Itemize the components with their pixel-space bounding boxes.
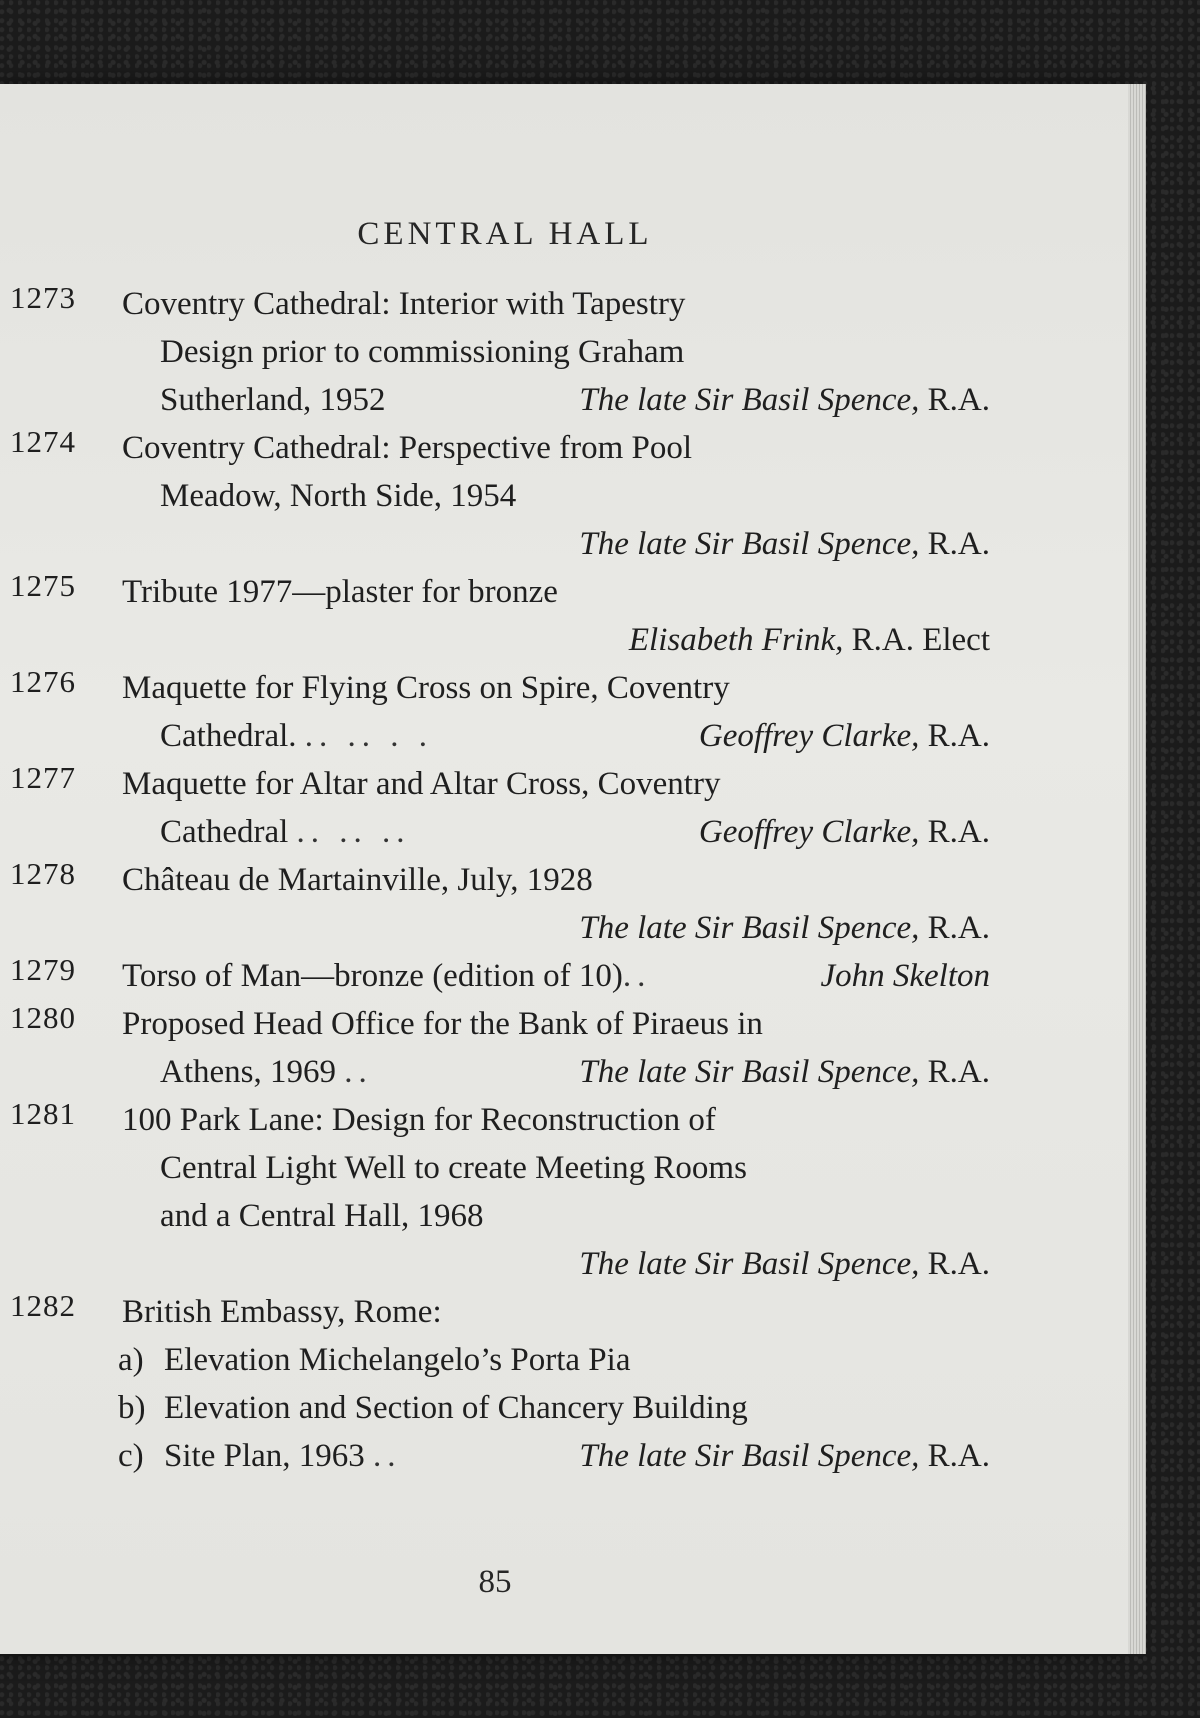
entry-artist — [699, 712, 990, 760]
entry-attribution-line — [0, 1048, 1000, 1096]
catalogue-entry — [0, 664, 1000, 760]
sub-item-label: b) — [118, 1390, 146, 1426]
artist-suffix: R.A. — [927, 382, 990, 418]
catalogue-entry — [0, 952, 1000, 1000]
entry-title-line: Sutherland, 1952 — [160, 382, 386, 418]
dot-leader: .. — [344, 1054, 373, 1090]
entry-title-line: and a Central Hall, 1968 — [160, 1198, 484, 1234]
artist-name: The late Sir Basil Spence, — [579, 910, 920, 946]
catalogue-entry — [0, 1000, 1000, 1096]
sub-item-label: c) — [118, 1438, 144, 1474]
entry-attribution-line — [0, 952, 1000, 1000]
dot-leader: .. — [373, 1438, 402, 1474]
artist-suffix: R.A. — [927, 1438, 990, 1474]
catalogue-entry — [0, 760, 1000, 856]
entry-number: 1280 — [10, 1000, 76, 1035]
entry-number: 1274 — [10, 424, 76, 459]
entry-title-line: Central Light Well to create Meeting Rooms — [160, 1150, 747, 1186]
entry-title-line: Maquette for Flying Cross on Spire, Coventry — [122, 670, 730, 706]
entry-title-line: Athens, 1969 — [160, 1054, 336, 1090]
entry-title-line: Château de Martainville, July, 1928 — [122, 862, 593, 898]
page-edge — [1128, 84, 1146, 1654]
artist-suffix: R.A. — [927, 1246, 990, 1282]
entry-attribution-line — [0, 712, 1000, 760]
entry-number: 1279 — [10, 952, 76, 987]
dot-leader: .. .. .. — [296, 814, 411, 850]
artist-name: The late Sir Basil Spence, — [579, 1438, 920, 1474]
sub-item-text: Elevation Michelangelo’s Porta Pia — [164, 1342, 631, 1378]
entry-title-line: Meadow, North Side, 1954 — [160, 478, 517, 514]
sub-item — [0, 1336, 1000, 1384]
entry-title-line: Torso of Man—bronze (edition of 10) — [122, 958, 623, 994]
sub-item — [0, 1432, 1000, 1480]
entry-artist — [820, 952, 990, 1000]
book-page — [0, 84, 1128, 1654]
entry-title-line: Tribute 1977—plaster for bronze — [122, 574, 558, 610]
artist-suffix: R.A. — [927, 718, 990, 754]
entry-title-line: Cathedral — [160, 814, 289, 850]
artist-name: The late Sir Basil Spence, — [579, 526, 920, 562]
running-head: CENTRAL HALL — [357, 216, 653, 252]
artist-suffix: R.A. — [927, 1054, 990, 1090]
sub-item-label: a) — [118, 1342, 144, 1378]
artist-name: Geoffrey Clarke, — [698, 814, 920, 850]
catalogue-entry — [0, 568, 1000, 664]
entry-title-line: Cathedral. — [160, 718, 297, 754]
entry-number: 1273 — [10, 280, 76, 315]
artist-suffix: R.A. Elect — [851, 622, 990, 658]
entry-artist — [699, 808, 990, 856]
artist-name: The late Sir Basil Spence, — [579, 382, 920, 418]
artist-name: John Skelton — [820, 958, 990, 994]
entry-number: 1277 — [10, 760, 76, 795]
entry-number: 1281 — [10, 1096, 76, 1131]
entry-artist — [0, 1240, 1000, 1288]
page-number: 85 — [478, 1564, 512, 1600]
entry-artist — [579, 376, 990, 424]
entry-title-line: Coventry Cathedral: Perspective from Pool — [122, 430, 693, 466]
entry-artist — [0, 616, 1000, 664]
entry-attribution-line — [0, 808, 1000, 856]
artist-name: The late Sir Basil Spence, — [579, 1246, 920, 1282]
entry-artist — [0, 520, 1000, 568]
entry-artist — [0, 904, 1000, 952]
sub-item-text: Site Plan, 1963 — [164, 1438, 365, 1474]
artist-name: The late Sir Basil Spence, — [579, 1054, 920, 1090]
artist-suffix: R.A. — [927, 526, 990, 562]
artist-name: Elisabeth Frink, — [628, 622, 844, 658]
entry-artist — [579, 1048, 990, 1096]
artist-suffix: R.A. — [927, 814, 990, 850]
entry-title-line: Coventry Cathedral: Interior with Tapestry — [122, 286, 686, 322]
dot-leader: .. .. . . — [304, 718, 434, 754]
entry-number: 1275 — [10, 568, 76, 603]
dot-leader: .. — [622, 958, 652, 994]
entry-number: 1276 — [10, 664, 76, 699]
artist-name: Geoffrey Clarke, — [698, 718, 920, 754]
entry-artist — [579, 1432, 990, 1480]
entry-title-line: British Embassy, Rome: — [122, 1294, 442, 1330]
catalogue-entry — [0, 1288, 1000, 1480]
catalogue-entry — [0, 280, 1000, 424]
sub-item — [0, 1384, 1000, 1432]
artist-suffix: R.A. — [927, 910, 990, 946]
entry-number: 1282 — [10, 1288, 76, 1323]
entry-title-line: 100 Park Lane: Design for Reconstruction of — [122, 1102, 716, 1138]
catalogue-entry — [0, 424, 1000, 568]
catalogue-entries — [0, 280, 1000, 1480]
catalogue-entry — [0, 856, 1000, 952]
entry-attribution-line — [0, 376, 1000, 424]
entry-number: 1278 — [10, 856, 76, 891]
sub-item-text: Elevation and Section of Chancery Building — [164, 1390, 748, 1426]
entry-title-line: Maquette for Altar and Altar Cross, Coventry — [122, 766, 721, 802]
catalogue-entry — [0, 1096, 1000, 1288]
entry-title-line: Design prior to commissioning Graham — [160, 334, 685, 370]
entry-title-line: Proposed Head Office for the Bank of Piraeus in — [122, 1006, 763, 1042]
